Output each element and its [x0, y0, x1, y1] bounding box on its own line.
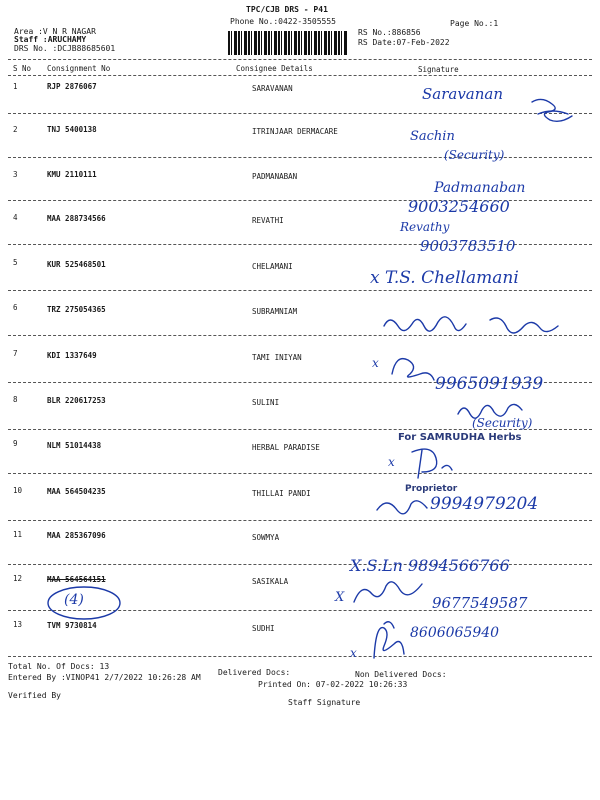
handwritten-signature: [375, 496, 435, 518]
handwritten-phone: 9965091939: [435, 374, 544, 394]
divider: [8, 75, 592, 76]
row-sno: 13: [13, 620, 23, 629]
row-consignment: MAA 288734566: [47, 214, 106, 223]
circled-mark: [44, 583, 124, 623]
row-consignee: SARAVANAN: [252, 84, 293, 93]
row-sno: 9: [13, 439, 18, 448]
handwritten-signature: [388, 352, 436, 380]
handwritten-signature: [368, 618, 408, 662]
divider: [8, 59, 592, 60]
row-consignee: CHELAMANI: [252, 262, 293, 271]
row-consignee: REVATHI: [252, 216, 284, 225]
handwritten-signature: Saravanan: [422, 85, 504, 103]
row-consignee: THILLAI PANDI: [252, 489, 311, 498]
row-sno: 3: [13, 170, 18, 179]
row-divider: [8, 656, 592, 657]
handwritten-phone: 9677549587: [432, 594, 528, 612]
row-divider: [8, 473, 592, 474]
row-consignment: TRZ 275054365: [47, 305, 106, 314]
col-consignment: Consignment No: [47, 64, 111, 73]
circled-number: (4): [64, 592, 84, 608]
rs-number: RS No.:886856: [358, 28, 421, 37]
handwritten-signature: [380, 312, 570, 342]
row-sno: 6: [13, 303, 18, 312]
row-consignee: SULINI: [252, 398, 280, 407]
handwritten-name: Revathy: [400, 220, 450, 234]
x-mark: x: [388, 455, 395, 469]
x-mark: X: [335, 590, 345, 605]
row-divider: [8, 157, 592, 158]
row-sno: 2: [13, 125, 18, 134]
row-sno: 8: [13, 395, 18, 404]
col-consignee: Consignee Details: [236, 64, 313, 73]
x-mark: x: [350, 646, 357, 660]
row-consignment: KDI 1337649: [47, 351, 97, 360]
row-sno: 11: [13, 530, 23, 539]
row-sno: 1: [13, 82, 18, 91]
row-consignment: TVM 9730814: [47, 621, 97, 630]
page-number: Page No.:1: [450, 19, 499, 28]
row-consignment: BLR 220617253: [47, 396, 106, 405]
company-stamp-line: Proprietor: [405, 484, 458, 494]
row-sno: 10: [13, 486, 23, 495]
row-divider: [8, 113, 592, 114]
x-mark: x: [372, 356, 379, 370]
non-delivered-docs: Non Delivered Docs:: [355, 670, 447, 679]
drs-number: DRS No. :DCJB88685601: [14, 44, 116, 53]
col-sno: S No: [13, 64, 32, 73]
row-consignment: KMU 2110111: [47, 170, 97, 179]
printed-on: Printed On: 07-02-2022 10:26:33: [258, 680, 408, 689]
row-sno: 4: [13, 213, 18, 222]
total-docs: Total No. Of Docs: 13: [8, 662, 110, 671]
row-consignee: PADMANABAN: [252, 172, 298, 181]
row-consignee: ITRINJAAR DERMACARE: [252, 127, 338, 136]
row-consignment: TNJ 5400138: [47, 125, 97, 134]
row-sno: 5: [13, 258, 18, 267]
barcode: [228, 31, 348, 55]
staff-signature: Staff Signature: [288, 698, 361, 707]
row-consignment: MAA 564564151: [47, 575, 106, 584]
row-consignment: KUR 525468501: [47, 260, 106, 269]
col-signature: Signature: [418, 65, 459, 74]
row-consignee: SUDHI: [252, 624, 275, 633]
rs-date: RS Date:07-Feb-2022: [358, 38, 450, 47]
handwritten-phone: 9994979204: [430, 494, 539, 514]
entered-by: Entered By :VINOP41 2/7/2022 10:26:28 AM: [8, 673, 201, 682]
handwritten-signature: x T.S. Chellamani: [370, 268, 519, 288]
row-consignment: MAA 285367096: [47, 531, 106, 540]
area-label: Area :V N R NAGAR: [14, 27, 96, 36]
row-consignee: SUBRAMNIAM: [252, 307, 298, 316]
handwritten-signature: X.S.Ln 9894566766: [350, 556, 510, 575]
row-consignment: RJP 2876067: [47, 82, 97, 91]
handwritten-signature: [408, 446, 468, 480]
row-consignee: SOWMYA: [252, 533, 280, 542]
document-title: TPC/CJB DRS - P41: [246, 5, 328, 14]
row-divider: [8, 520, 592, 521]
row-sno: 7: [13, 349, 18, 358]
handwritten-note: (Security): [444, 148, 505, 162]
row-sno: 12: [13, 574, 23, 583]
handwritten-phone: 9003254660: [408, 197, 510, 216]
handwritten-signature: [350, 580, 430, 608]
row-consignee: SASIKALA: [252, 577, 289, 586]
scribble-mark: [528, 96, 583, 126]
row-consignee: TAMI INIYAN: [252, 353, 302, 362]
delivered-docs: Delivered Docs:: [218, 668, 291, 677]
row-consignment: MAA 564504235: [47, 487, 106, 496]
row-consignment: NLM 51014438: [47, 441, 102, 450]
handwritten-phone: 8606065940: [410, 625, 500, 641]
handwritten-signature: Padmanaban: [434, 180, 526, 196]
handwritten-name: Sachin: [410, 129, 455, 144]
row-consignee: HERBAL PARADISE: [252, 443, 320, 452]
phone-number: Phone No.:0422-3505555: [230, 17, 336, 26]
handwritten-phone: 9003783510: [420, 237, 516, 255]
staff-label: Staff :ARUCHAMY: [14, 35, 87, 44]
row-divider: [8, 290, 592, 291]
verified-by: Verified By: [8, 691, 61, 700]
handwritten-note: (Security): [472, 416, 533, 430]
company-stamp-line: For SAMRUDHA Herbs: [398, 432, 522, 443]
